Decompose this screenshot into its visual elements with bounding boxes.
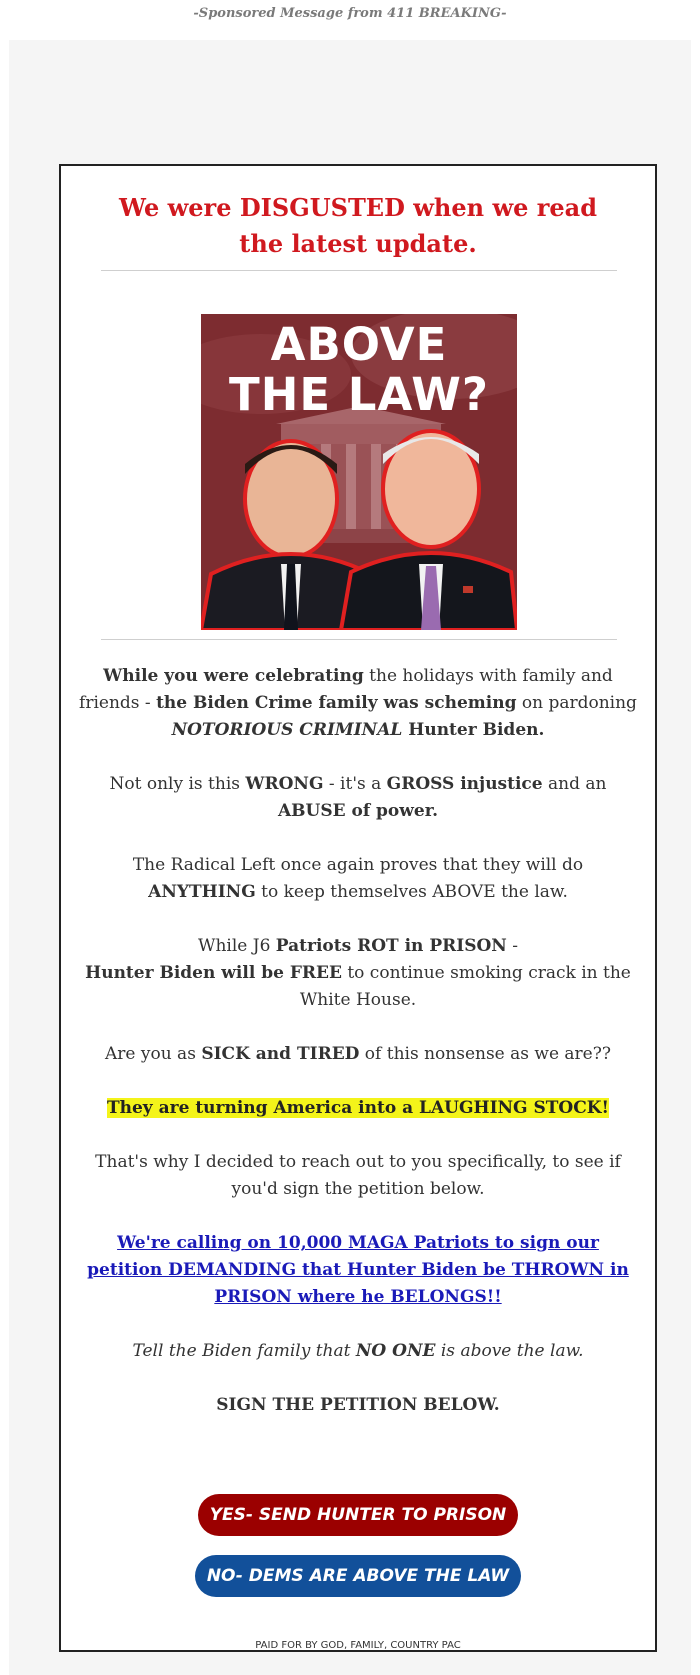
paragraph-7: Tell the Biden family that NO ONE is above the law. — [132, 1341, 584, 1361]
headline: We were DISGUSTED when we read the latest update. — [119, 193, 597, 258]
email-card — [59, 164, 657, 1652]
email-body — [61, 663, 655, 1446]
hero-image[interactable] — [201, 314, 517, 630]
top-divider — [101, 270, 617, 271]
bottom-divider — [101, 639, 617, 640]
paragraph-6: That's why I decided to reach out to you specifically, to see if you'd sign the petition below. — [95, 1152, 621, 1199]
paragraph-3: The Radical Left once again proves that they will do ANYTHING to keep themselves ABOVE the law. — [132, 855, 584, 902]
hero-title: ABOVE THE LAW? — [229, 318, 489, 421]
highlight-text: They are turning America into a LAUGHING STOCK! — [106, 1098, 609, 1118]
cta-text: SIGN THE PETITION BELOW. — [216, 1395, 500, 1415]
petition-link[interactable]: We're calling on 10,000 MAGA Patriots to sign our petition DEMANDING that Hunter Biden be THROWN in PRISON where he BELONGS!! — [87, 1233, 629, 1307]
paragraph-4: While J6 Patriots ROT in PRISON - Hunter Biden will be FREE to continue smoking crack in the White House. — [85, 936, 631, 1010]
email-background — [9, 40, 691, 1675]
sponsored-preheader: -Sponsored Message from 411 BREAKING- — [193, 6, 507, 21]
yes-send-hunter-to-prison-button[interactable]: YES- SEND HUNTER TO PRISON — [198, 1494, 518, 1536]
highlight-paragraph — [79, 1095, 637, 1122]
no-dems-above-law-button[interactable]: NO- DEMS ARE ABOVE THE LAW — [195, 1555, 521, 1597]
petition-link-paragraph — [79, 1230, 637, 1311]
paragraph-2: Not only is this WRONG - it's a GROSS injustice and an ABUSE of power. — [109, 774, 607, 821]
paragraph-5: Are you as SICK and TIRED of this nonsense as we are?? — [105, 1044, 611, 1064]
paid-for-footer: PAID FOR BY GOD, FAMILY, COUNTRY PAC — [255, 1640, 461, 1651]
paragraph-1: While you were celebrating the holidays with family and friends - the Biden Crime family was scheming on pardoning NOTORIOUS CRIMINAL Hunter Biden. — [79, 666, 637, 740]
